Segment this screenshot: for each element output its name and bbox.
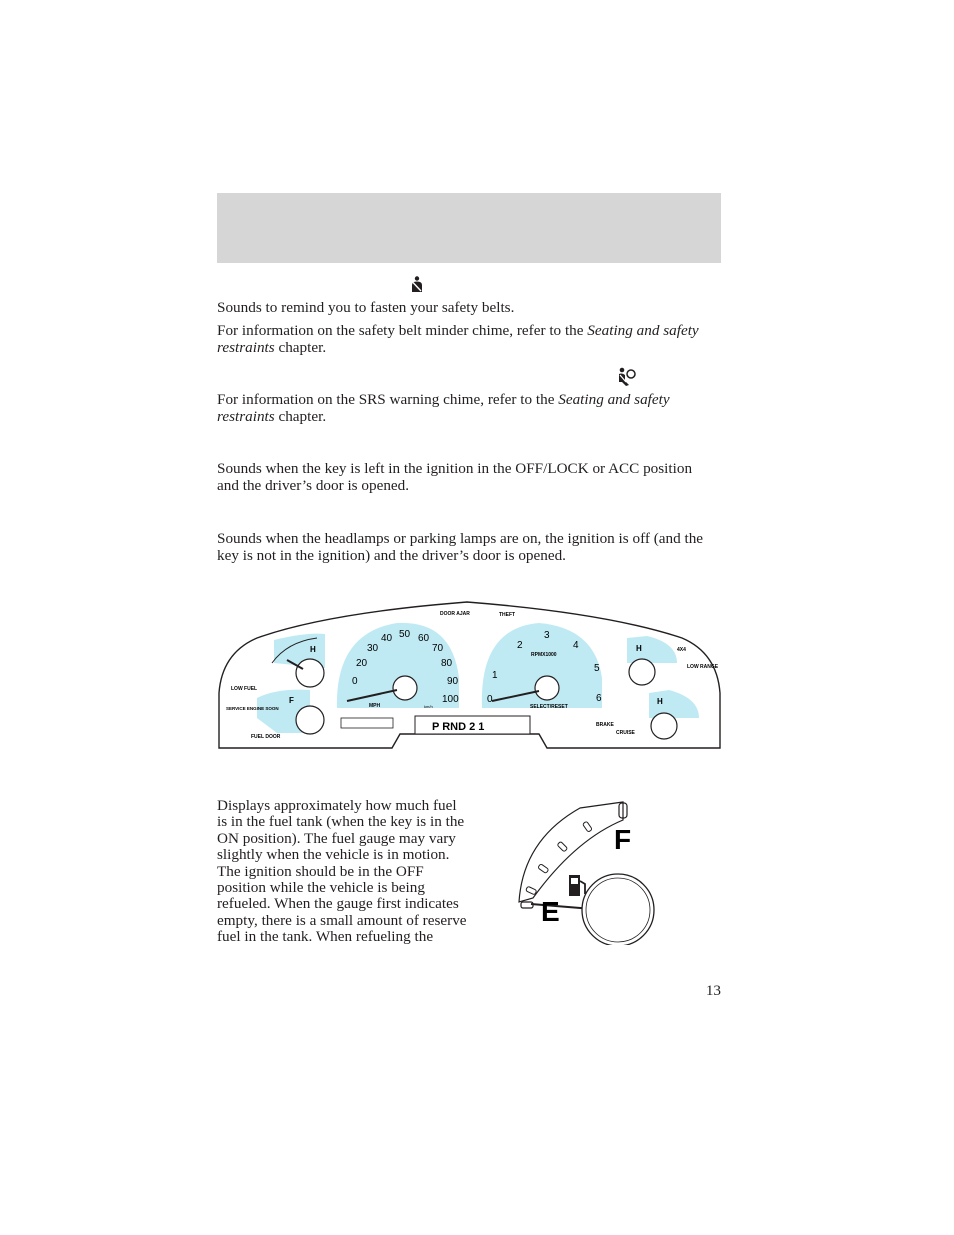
speed-tick-80: 80 <box>441 658 453 669</box>
speed-tick-40: 40 <box>381 633 393 644</box>
fuel-door-label: FUEL DOOR <box>251 734 281 740</box>
select-reset-label: SELECT/RESET <box>530 704 568 710</box>
theft-label: THEFT <box>499 612 516 618</box>
speed-tick-70: 70 <box>432 643 444 654</box>
fuel-gauge-figure <box>515 800 660 945</box>
battery-h-label: H <box>657 697 663 706</box>
4x4-label: 4X4 <box>677 647 686 653</box>
cruise-label: CRUISE <box>616 730 635 736</box>
kmh-label: km/h <box>424 704 433 709</box>
instrument-cluster-illustration <box>217 598 722 753</box>
speed-tick-50: 50 <box>399 629 411 640</box>
key-chime-text: Sounds when the key is left in the ignition in the OFF/LOCK or ACC position and the driver’s door is opened. <box>217 460 693 494</box>
service-engine-soon-label: SERVICE ENGINE SOON <box>226 706 279 711</box>
fuel-gauge-description: Displays approximately how much fuel is in the fuel tank (when the key is in the ON position). The fuel gauge may vary slightly when the vehicle is in motion. The ignition should be in the OFF position while the vehicle is being refueled. When the gauge first indicates empty, there is a small amount of reserve fuel in the tank. When refueling the <box>217 797 467 946</box>
rpm-tick-3: 3 <box>544 630 550 641</box>
fuel-f-label: F <box>614 824 632 855</box>
low-range-label: LOW RANGE <box>687 664 719 670</box>
temp-h-label: H <box>310 645 316 654</box>
rpm-tick-6: 6 <box>596 693 602 704</box>
fuel-pump-icon <box>569 875 585 896</box>
brake-label: BRAKE <box>596 722 614 728</box>
prnd-indicator: P RND 2 1 <box>432 721 485 733</box>
speed-tick-30: 30 <box>367 643 379 654</box>
rpm-tick-4: 4 <box>573 640 579 651</box>
low-fuel-label: LOW FUEL <box>231 686 258 692</box>
page-number: 13 <box>705 982 721 999</box>
rpm-label: RPMX1000 <box>531 652 557 658</box>
rpm-tick-5: 5 <box>594 663 600 674</box>
rpm-tick-1: 1 <box>492 670 498 681</box>
belt-minder-text: Sounds to remind you to fasten your safety belts. <box>217 299 515 316</box>
mph-label: MPH <box>369 703 381 709</box>
speed-tick-90: 90 <box>447 676 459 687</box>
srs-reference: For information on the SRS warning chime, refer to the Seating and safety restraints chapter. <box>217 391 670 425</box>
speed-tick-20: 20 <box>356 658 368 669</box>
speed-tick-0: 0 <box>352 676 358 687</box>
oil-h-label: H <box>636 644 642 653</box>
rpm-tick-2: 2 <box>517 640 523 651</box>
rpm-tick-0: 0 <box>487 694 493 705</box>
section-header-band <box>217 193 721 263</box>
speed-tick-100: 100 <box>442 694 459 705</box>
cluster-fuel-f-label: F <box>289 696 294 705</box>
belt-minder-reference: For information on the safety belt minder chime, refer to the Seating and safety restraints chapter. <box>217 322 699 356</box>
door-ajar-label: DOOR AJAR <box>440 611 470 617</box>
speed-tick-60: 60 <box>418 633 430 644</box>
safety-belt-icon <box>410 276 424 292</box>
airbag-icon <box>614 367 636 387</box>
fuel-e-label: E <box>541 896 560 927</box>
headlamp-chime-text: Sounds when the headlamps or parking lamps are on, the ignition is off (and the key is not in the ignition) and the driver’s door is opened. <box>217 530 704 564</box>
